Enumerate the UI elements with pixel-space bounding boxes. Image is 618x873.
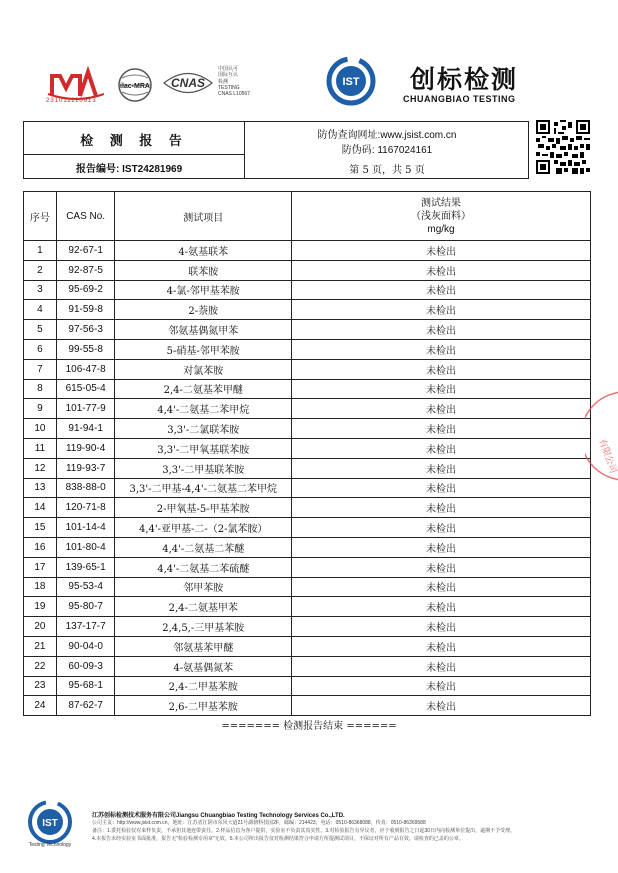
row-cas: 95-69-2 <box>56 280 115 300</box>
table-row <box>24 260 591 280</box>
row-no: 19 <box>24 597 57 617</box>
row-item: 2,4-二甲基苯胺 <box>115 676 292 696</box>
table-row <box>24 399 591 419</box>
report-number: 报告编号: IST24281969 <box>76 164 183 175</box>
row-cas: 101-77-9 <box>56 399 115 419</box>
row-no: 1 <box>24 241 57 261</box>
row-result: 未检出 <box>292 597 591 617</box>
table-row <box>24 438 591 458</box>
row-result: 未检出 <box>292 676 591 696</box>
row-result: 未检出 <box>292 438 591 458</box>
table-row <box>24 557 591 577</box>
cnas-text: 中国认可 国际互认 检测 TESTING CNAS L10567 <box>218 66 250 98</box>
table-row <box>24 518 591 538</box>
row-result: 未检出 <box>292 241 591 261</box>
row-cas: 139-65-1 <box>56 557 115 577</box>
row-no: 3 <box>24 280 57 300</box>
row-no: 18 <box>24 577 57 597</box>
row-no: 5 <box>24 320 57 340</box>
row-cas: 87-62-7 <box>56 696 115 716</box>
row-item: 邻甲苯胺 <box>115 577 292 597</box>
row-item: 2,4-二氨基甲苯 <box>115 597 292 617</box>
ilac-label: ilac-MRA <box>120 83 150 90</box>
footer-ist-logo <box>22 800 78 848</box>
row-cas: 97-56-3 <box>56 320 115 340</box>
row-cas: 91-94-1 <box>56 419 115 439</box>
row-result: 未检出 <box>292 636 591 656</box>
cma-code: 231011110913 <box>46 98 97 104</box>
row-cas: 95-53-4 <box>56 577 115 597</box>
table-row <box>24 280 591 300</box>
row-no: 20 <box>24 617 57 637</box>
row-item: 邻氨基苯甲醚 <box>115 636 292 656</box>
row-item: 邻氨基偶氮甲苯 <box>115 320 292 340</box>
table-row <box>24 478 591 498</box>
row-no: 14 <box>24 498 57 518</box>
footer-contact: 公司主页：http://www.jsist.com.cn，地址：江苏省江阴市东风大道21号湖塘科技园2F，邮编：214423，电话：0510-86368088，传真：0510-86369588 <box>92 820 426 826</box>
table-row <box>24 597 591 617</box>
row-result: 未检出 <box>292 399 591 419</box>
svg-text:Testing Technology: Testing Technology <box>28 842 72 848</box>
row-item: 4,4'-二氨基二苯醚 <box>115 537 292 557</box>
row-result: 未检出 <box>292 419 591 439</box>
row-cas: 92-67-1 <box>56 241 115 261</box>
row-result: 未检出 <box>292 458 591 478</box>
table-row <box>24 458 591 478</box>
report-header <box>23 121 529 179</box>
row-result: 未检出 <box>292 617 591 637</box>
row-no: 4 <box>24 300 57 320</box>
brand-name-cn: 创标检测 <box>410 65 519 94</box>
row-result: 未检出 <box>292 320 591 340</box>
row-item: 3,3'-二甲基联苯胺 <box>115 458 292 478</box>
row-cas: 95-68-1 <box>56 676 115 696</box>
table-row <box>24 696 591 716</box>
row-item: 4-氨基联苯 <box>115 241 292 261</box>
row-cas: 106-47-8 <box>56 359 115 379</box>
row-no: 13 <box>24 478 57 498</box>
row-cas: 92-87-5 <box>56 260 115 280</box>
row-cas: 90-04-0 <box>56 636 115 656</box>
row-no: 2 <box>24 260 57 280</box>
row-no: 21 <box>24 636 57 656</box>
row-result: 未检出 <box>292 280 591 300</box>
ist-logo <box>326 56 376 106</box>
row-no: 16 <box>24 537 57 557</box>
footer-note-2: 4.本报告未经实验室书面批准，报告无"检验检测专用章"无效。5.本公司所出报告仅对检测结果符合申请方所提测试项目，不保证对所有产品有效，请检查的已盖的公章。 <box>92 836 464 842</box>
row-cas: 120-71-8 <box>56 498 115 518</box>
row-item: 4,4'-亚甲基-二-（2-氯苯胺） <box>115 518 292 538</box>
row-result: 未检出 <box>292 339 591 359</box>
verify-site: 防伪查询网址:www.jsist.com.cn <box>317 130 457 141</box>
row-result: 未检出 <box>292 696 591 716</box>
row-no: 22 <box>24 656 57 676</box>
row-item: 5-硝基-邻甲苯胺 <box>115 339 292 359</box>
svg-text:IST: IST <box>42 818 58 829</box>
row-no: 17 <box>24 557 57 577</box>
row-no: 6 <box>24 339 57 359</box>
row-cas: 99-55-8 <box>56 339 115 359</box>
table-row <box>24 339 591 359</box>
row-item: 4-氯-邻甲基苯胺 <box>115 280 292 300</box>
row-item: 2,6-二甲基苯胺 <box>115 696 292 716</box>
row-result: 未检出 <box>292 557 591 577</box>
row-no: 9 <box>24 399 57 419</box>
row-result: 未检出 <box>292 577 591 597</box>
cnas-label: CNAS <box>170 76 206 90</box>
row-cas: 60-09-3 <box>56 656 115 676</box>
col-result-header: 测试结果 （浅灰面料） mg/kg <box>292 192 591 241</box>
row-result: 未检出 <box>292 478 591 498</box>
table-row <box>24 359 591 379</box>
row-item: 2-甲氧基-5-甲基苯胺 <box>115 498 292 518</box>
footer-note-1: 备注：1.委托检验仅对来样负责，不承担其他连带责任。2.样品信息为客户提供，实验室不负责其真实性。3.对检验报告有异议者，应于收到报告之日起30日内向检测单位提出，逾期不予受理。 <box>92 828 516 834</box>
verify-code: 防伪码: 1167024161 <box>341 145 433 156</box>
row-item: 3,3'-二甲基-4,4'-二氨基二苯甲烷 <box>115 478 292 498</box>
row-no: 15 <box>24 518 57 538</box>
table-row <box>24 300 591 320</box>
row-result: 未检出 <box>292 656 591 676</box>
row-result: 未检出 <box>292 498 591 518</box>
results-table-body <box>24 241 591 716</box>
row-no: 23 <box>24 676 57 696</box>
table-row <box>24 636 591 656</box>
table-row <box>24 617 591 637</box>
row-cas: 119-93-7 <box>56 458 115 478</box>
cnas-logo <box>160 66 216 100</box>
table-row <box>24 419 591 439</box>
svg-text:有限公司: 有限公司 <box>596 437 618 475</box>
results-table <box>23 191 591 716</box>
divider <box>24 154 244 155</box>
table-row <box>24 379 591 399</box>
report-title: 检 测 报 告 <box>80 134 188 149</box>
row-no: 10 <box>24 419 57 439</box>
row-item: 3,3'-二甲氧基联苯胺 <box>115 438 292 458</box>
row-no: 24 <box>24 696 57 716</box>
table-header-row <box>24 192 591 241</box>
col-item-header: 测试项目 <box>115 192 292 241</box>
table-row <box>24 676 591 696</box>
footer-company: 江苏创标检测技术服务有限公司Jiangsu Chuangbiao Testing Technology Services Co.,LTD. <box>92 813 345 819</box>
row-result: 未检出 <box>292 518 591 538</box>
row-no: 7 <box>24 359 57 379</box>
row-cas: 95-80-7 <box>56 597 115 617</box>
table-row <box>24 320 591 340</box>
qr-code[interactable] <box>536 120 590 174</box>
row-result: 未检出 <box>292 359 591 379</box>
row-cas: 615-05-4 <box>56 379 115 399</box>
page-info: 第 5 页，共 5 页 <box>349 165 425 176</box>
row-item: 2-萘胺 <box>115 300 292 320</box>
row-result: 未检出 <box>292 379 591 399</box>
row-no: 11 <box>24 438 57 458</box>
row-result: 未检出 <box>292 260 591 280</box>
row-item: 4,4'-二氨基二苯甲烷 <box>115 399 292 419</box>
row-item: 2,4,5,-三甲基苯胺 <box>115 617 292 637</box>
row-item: 4,4'-二氨基二苯硫醚 <box>115 557 292 577</box>
row-no: 12 <box>24 458 57 478</box>
col-cas-header: CAS No. <box>56 192 115 241</box>
row-cas: 101-80-4 <box>56 537 115 557</box>
ilac-mra-logo <box>114 66 156 104</box>
row-cas: 838-88-0 <box>56 478 115 498</box>
svg-text:IST: IST <box>342 76 360 88</box>
table-row <box>24 498 591 518</box>
row-result: 未检出 <box>292 537 591 557</box>
row-item: 3,3'-二氯联苯胺 <box>115 419 292 439</box>
table-row <box>24 577 591 597</box>
row-cas: 137-17-7 <box>56 617 115 637</box>
company-seal <box>585 386 618 486</box>
row-item: 联苯胺 <box>115 260 292 280</box>
row-cas: 91-59-8 <box>56 300 115 320</box>
row-item: 4-氨基偶氮苯 <box>115 656 292 676</box>
row-no: 8 <box>24 379 57 399</box>
row-result: 未检出 <box>292 300 591 320</box>
table-row <box>24 656 591 676</box>
table-row <box>24 537 591 557</box>
row-item: 2,4-二氨基苯甲醚 <box>115 379 292 399</box>
row-cas: 101-14-4 <box>56 518 115 538</box>
table-row <box>24 241 591 261</box>
row-item: 对氯苯胺 <box>115 359 292 379</box>
brand-name-en: CHUANGBIAO TESTING <box>403 94 516 104</box>
row-cas: 119-90-4 <box>56 438 115 458</box>
col-no-header: 序号 <box>24 192 57 241</box>
report-end-marker: ======= 检测报告结束 ====== <box>221 721 397 732</box>
